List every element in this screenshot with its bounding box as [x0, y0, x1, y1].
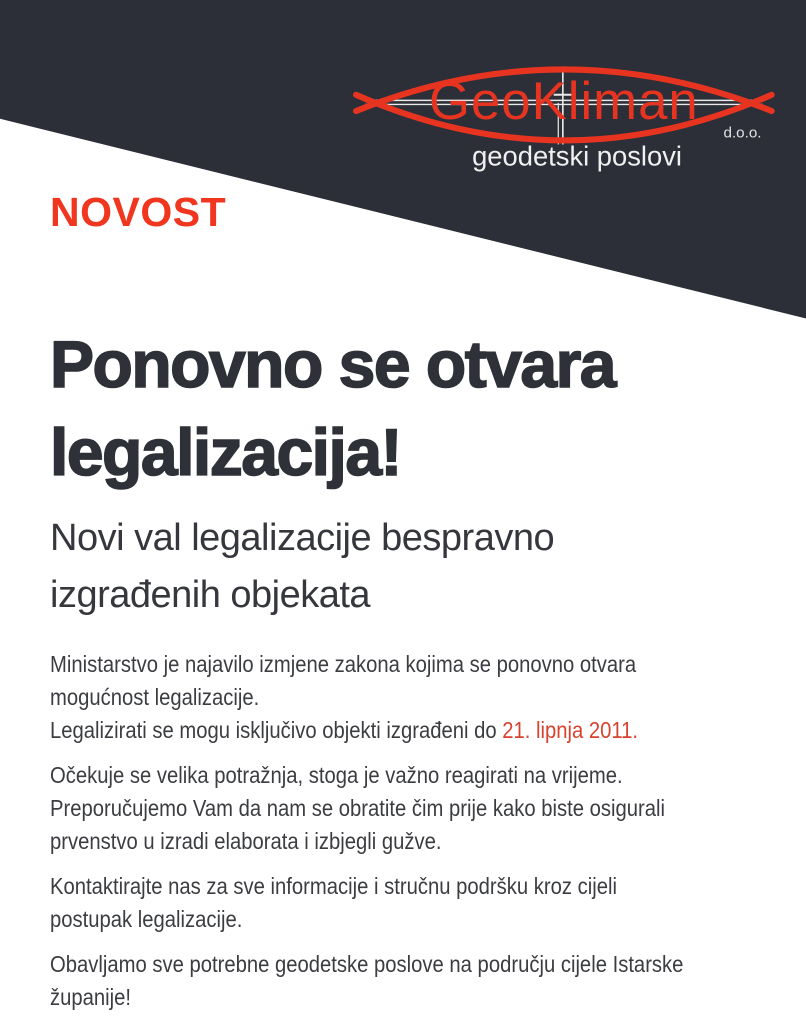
paragraph-line: Obavljamo sve potrebne geodetske poslove na području cijele Istarske [50, 951, 684, 977]
deadline-date: 21. lipnja 2011. [502, 717, 639, 743]
paragraph-services [50, 948, 684, 1014]
subheadline-line-1: Novi val legalizacije bespravno [50, 517, 555, 559]
paragraph-line [50, 714, 684, 747]
headline [50, 320, 770, 496]
novost-badge: NOVOST [50, 189, 227, 235]
paragraph-line: Ministarstvo je najavilo izmjene zakona kojima se ponovno otvara [50, 651, 637, 677]
logo-suffix-text: d.o.o. [723, 124, 762, 142]
body-text [50, 648, 770, 1014]
paragraph-ministry-announcement [50, 648, 684, 747]
paragraph-line: postupak legalizacije. [50, 906, 243, 932]
paragraph-line: županije! [50, 984, 132, 1010]
paragraph-demand-warning [50, 759, 684, 858]
paragraph-line: Preporučujemo Vam da nam se obratite čim prije kako biste osigurali [50, 795, 665, 821]
flyer-content [50, 0, 770, 1014]
subheadline-line-2: izgrađenih objekata [50, 574, 371, 616]
paragraph-contact [50, 870, 684, 936]
paragraph-line: Kontaktirajte nas za sve informacije i stručnu podršku kroz cijeli [50, 873, 617, 899]
subheadline [50, 510, 770, 624]
deadline-sentence: Legalizirati se mogu isključivo objekti izgrađeni do [50, 717, 503, 743]
paragraph-line: prvenstvo u izradi elaborata i izbjegli gužve. [50, 828, 442, 854]
headline-line-1: Ponovno se otvara [50, 327, 615, 401]
logo-brand-text: GeoKliman [428, 72, 699, 132]
paragraph-line: Očekuje se velika potražnja, stoga je važno reagirati na vrijeme. [50, 762, 623, 788]
headline-line-2: legalizacija! [50, 415, 402, 489]
paragraph-line: mogućnost legalizacije. [50, 684, 260, 710]
logo-tagline-text: geodetski poslovi [472, 140, 682, 172]
